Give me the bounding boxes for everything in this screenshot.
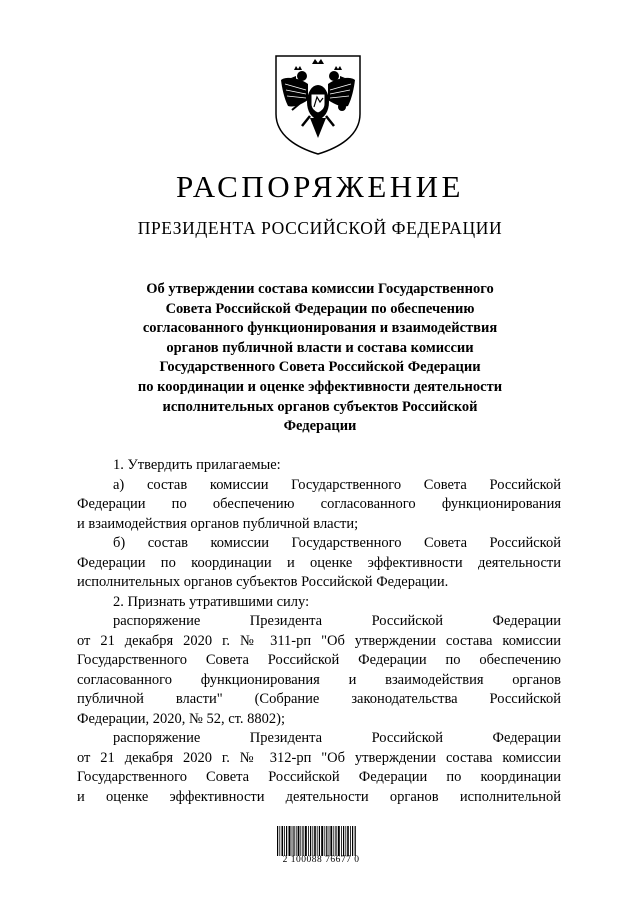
heading-line: исполнительных органов субъектов Российской (162, 398, 478, 415)
document-heading (100, 280, 540, 437)
barcode-number: 2 100088 76677 0 (282, 855, 360, 865)
body-line: Федерации по координации и оценке эффективности деятельности (77, 554, 561, 571)
heading-line: Совета Российской Федерации по обеспечению (165, 300, 475, 317)
coat-of-arms-emblem (272, 52, 364, 156)
heading-line: органов публичной власти и состава комиссии (166, 339, 474, 356)
heading-line: Федерации (283, 418, 357, 435)
body-line: Государственного Совета Российской Федерации по координации (77, 769, 561, 785)
body-line: 1. Утвердить прилагаемые: (113, 457, 281, 473)
body-line: б) состав комиссии Государственного Совета Российской (113, 535, 561, 551)
heading-line: согласованного функционирования и взаимодействия (142, 320, 498, 337)
document-subtitle: ПРЕЗИДЕНТА РОССИЙСКОЙ ФЕДЕРАЦИИ (137, 218, 503, 238)
body-line: Федерации, 2020, № 52, ст. 8802); (77, 710, 285, 727)
body-line: распоряжение Президента Российской Федерации (113, 730, 561, 746)
body-line: согласованного функционирования и взаимодействия органов (77, 671, 561, 688)
body-line: и оценке эффективности деятельности органов исполнительной (77, 788, 561, 805)
heading-line: по координации и оценке эффективности деятельности (137, 378, 503, 395)
body-line: Государственного Совета Российской Федерации по обеспечению (77, 652, 561, 668)
heading-line: Государственного Совета Российской Федерации (159, 359, 481, 376)
body-line: публичной власти" (Собрание законодательства Российской (77, 691, 561, 707)
heading-line: Об утверждении состава комиссии Государственного (146, 281, 494, 297)
body-line: а) состав комиссии Государственного Совета Российской (113, 476, 561, 493)
document-body (77, 456, 561, 807)
document-title: РАСПОРЯЖЕНИЕ (176, 169, 464, 204)
body-line: от 21 декабря 2020 г. № 311-рп "Об утверждении состава комиссии (77, 632, 561, 649)
body-line: исполнительных органов субъектов Российской Федерации. (77, 574, 449, 590)
body-line: Федерации по обеспечению согласованного функционирования (77, 496, 561, 512)
body-line: 2. Признать утратившими силу: (113, 593, 310, 610)
barcode (277, 826, 357, 856)
body-line: распоряжение Президента Российской Федерации (113, 613, 561, 629)
body-line: и взаимодействия органов публичной власти; (77, 515, 359, 532)
body-line: от 21 декабря 2020 г. № 312-рп "Об утверждении состава комиссии (77, 749, 561, 766)
